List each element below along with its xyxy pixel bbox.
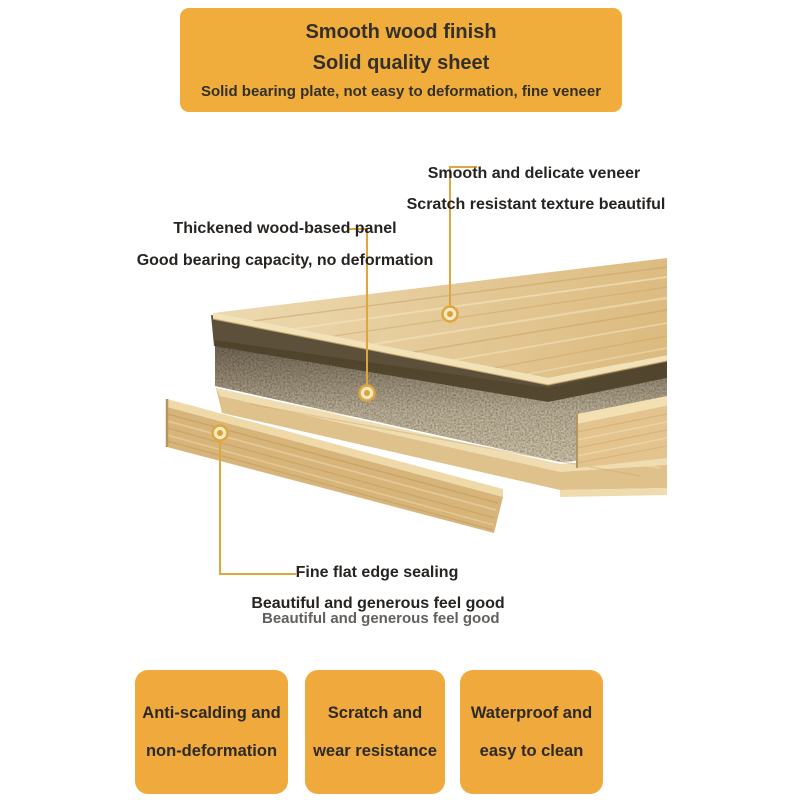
edge-callout-text-2: Beautiful and generous feel good bbox=[251, 595, 505, 612]
veneer-callout-text-1: Smooth and delicate veneer bbox=[427, 165, 641, 182]
banner-title-1: Smooth wood finish bbox=[305, 20, 497, 43]
feature-box-scratch-resistance bbox=[305, 670, 445, 794]
wood-panel-exploded-figure bbox=[100, 150, 680, 600]
veneer-callout-text-2: Scratch resistant texture beautiful bbox=[406, 196, 666, 213]
feature-2-line-1: Scratch and bbox=[327, 703, 423, 722]
edge-callout-text-1: Fine flat edge sealing bbox=[295, 564, 459, 581]
feature-3-line-1: Waterproof and bbox=[470, 703, 593, 722]
core-callout-text-2: Good bearing capacity, no deformation bbox=[136, 252, 434, 269]
feature-box-waterproof bbox=[460, 670, 603, 794]
title-banner bbox=[180, 8, 622, 112]
edge-marker-dot-icon bbox=[213, 426, 228, 441]
feature-box-anti-scalding bbox=[135, 670, 288, 794]
feature-3-line-2: easy to clean bbox=[479, 742, 584, 760]
feature-2-line-2: wear resistance bbox=[313, 742, 437, 760]
veneer-marker-dot-icon bbox=[443, 307, 458, 322]
feature-1-line-2: non-deformation bbox=[145, 742, 278, 760]
clipped-text-artifact: Beautiful and generous feel good bbox=[262, 610, 500, 627]
banner-title-2: Solid quality sheet bbox=[312, 51, 490, 74]
banner-subtitle: Solid bearing plate, not easy to deformation, fine veneer bbox=[200, 82, 602, 100]
core-callout-text-1: Thickened wood-based panel bbox=[173, 220, 397, 237]
core-marker-dot-icon bbox=[360, 386, 375, 401]
feature-1-line-1: Anti-scalding and bbox=[142, 703, 281, 722]
